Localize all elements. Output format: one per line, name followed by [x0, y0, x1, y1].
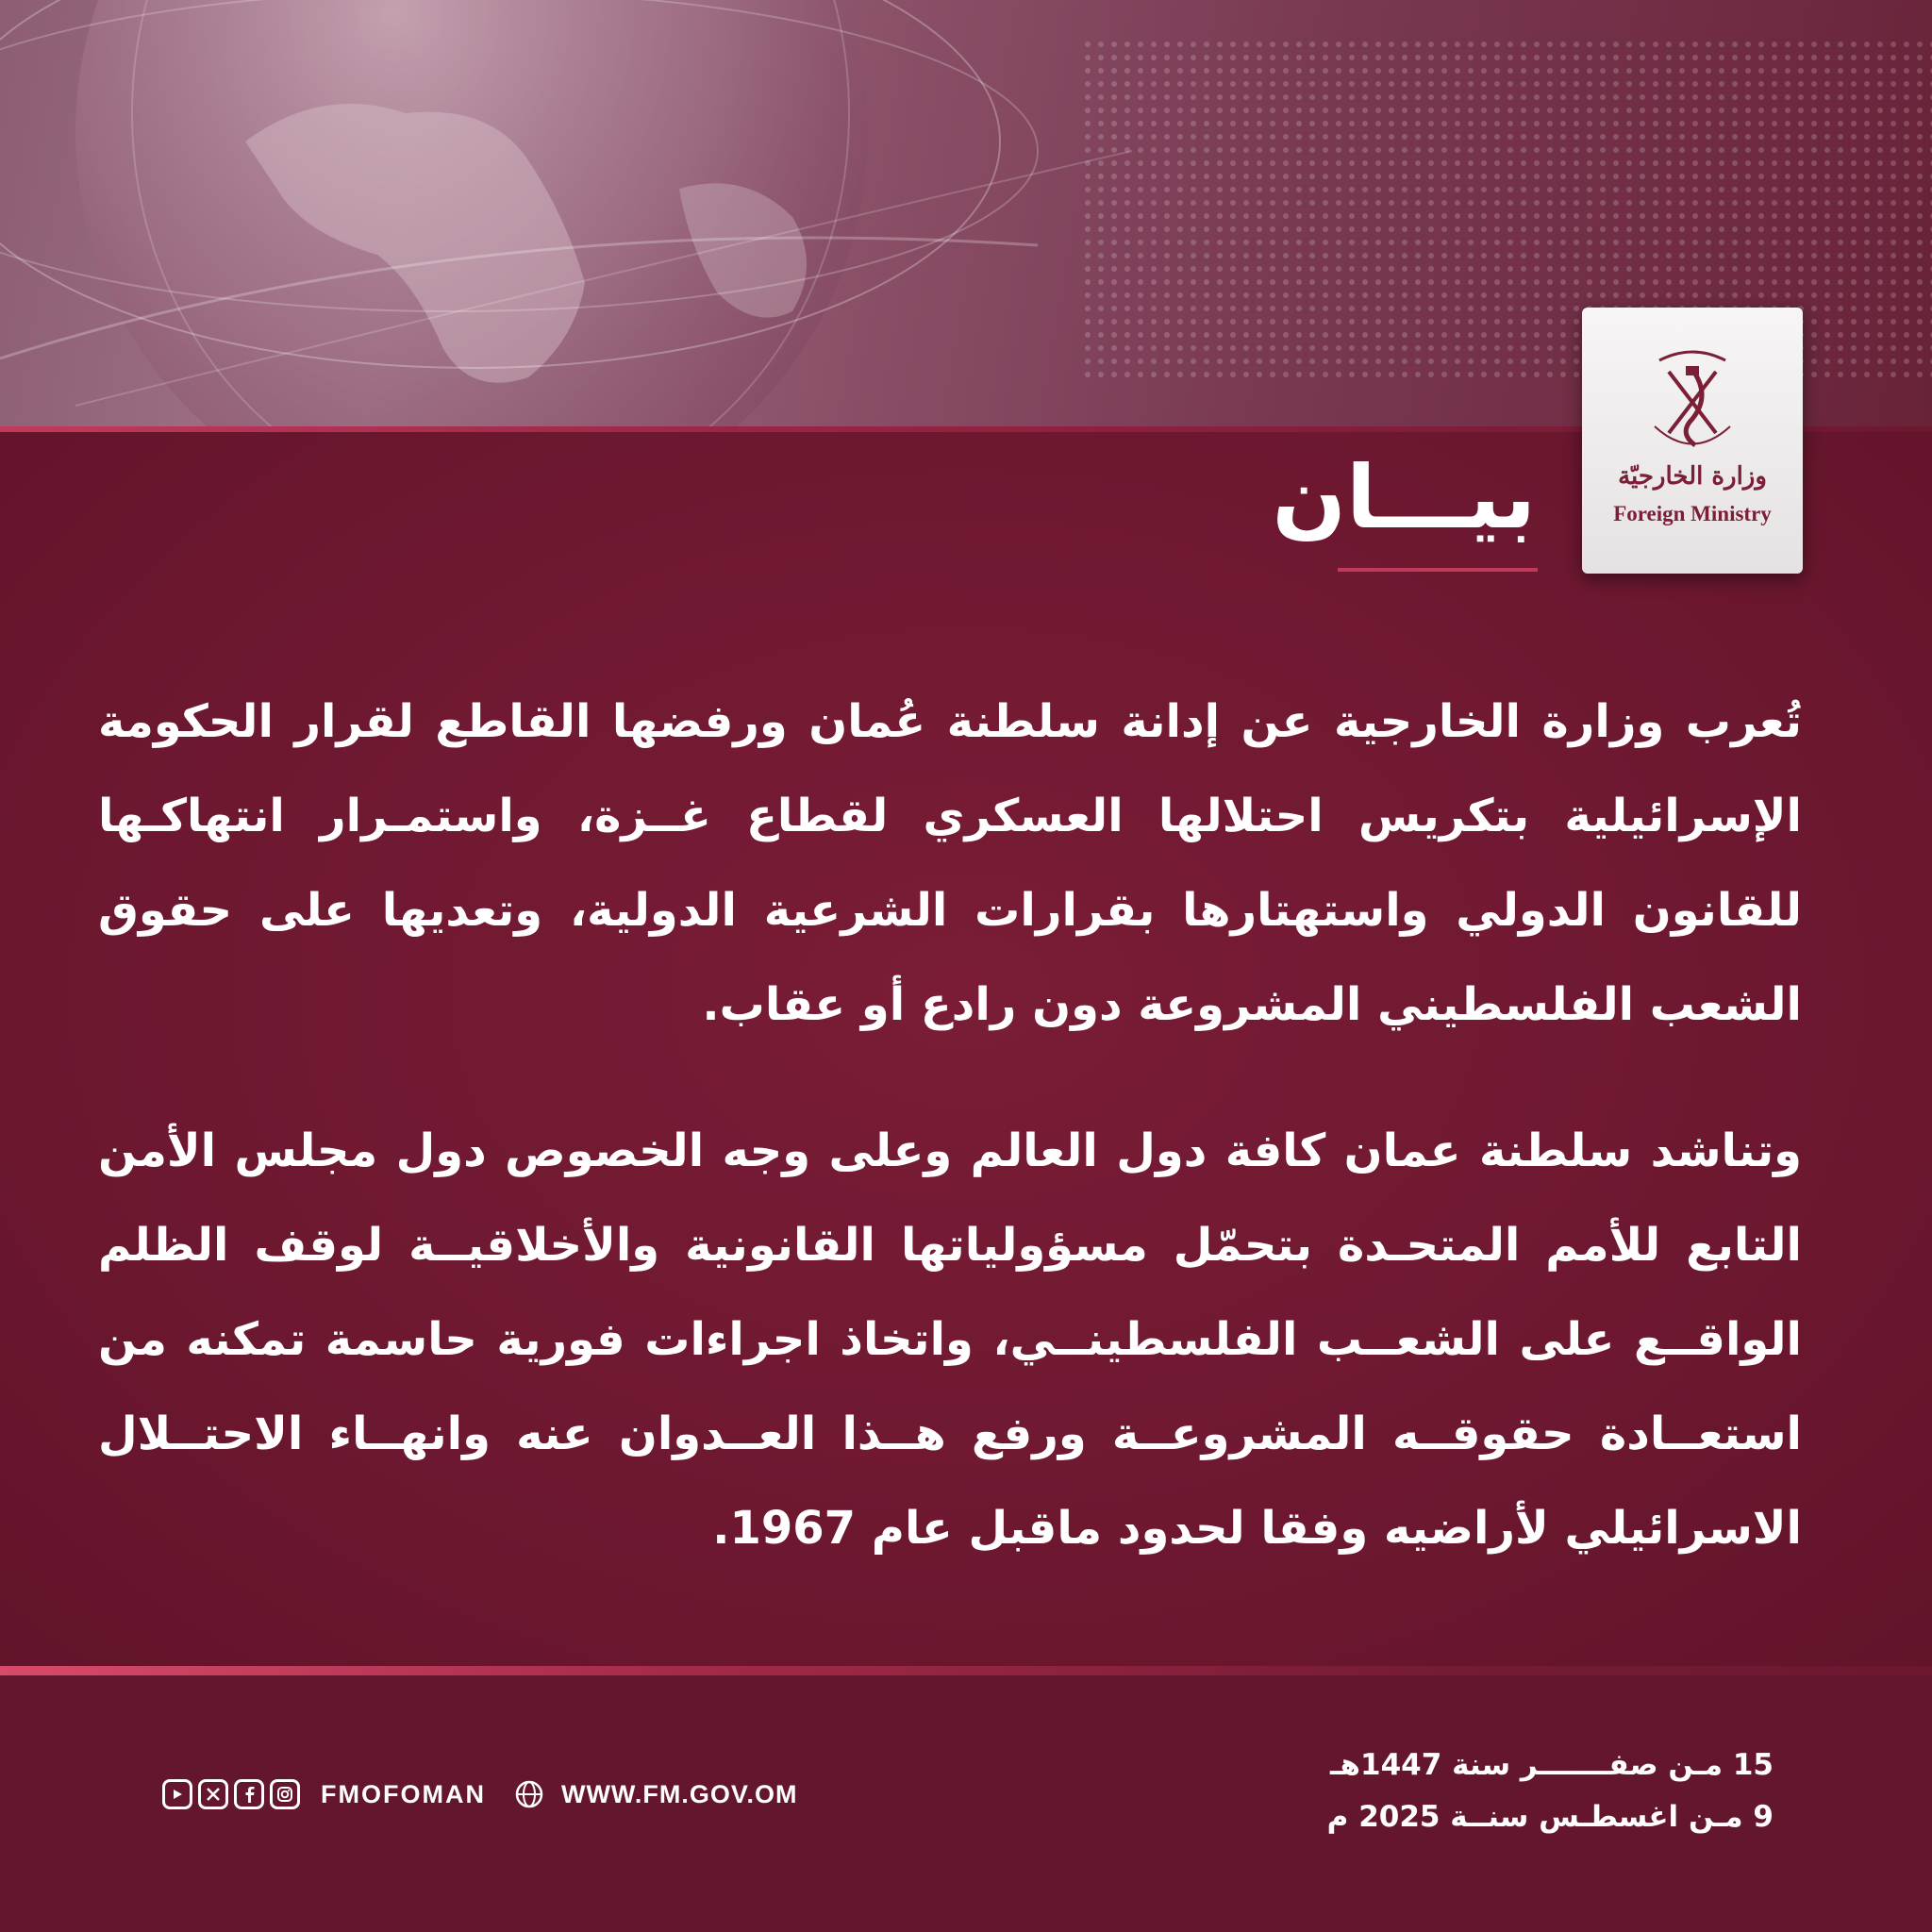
footer-divider: [0, 1666, 1932, 1675]
logo-arabic-name: وزارة الخارجيّة: [1618, 462, 1767, 491]
date-hijri: 15 مـن صفـــــــر سنة 1447هـ: [1329, 1748, 1774, 1782]
social-handle[interactable]: FMOFOMAN: [321, 1779, 486, 1808]
logo-english-name: Foreign Ministry: [1613, 502, 1772, 525]
globe-icon: [514, 1779, 544, 1809]
instagram-icon[interactable]: [270, 1779, 300, 1809]
ministry-logo: [1582, 308, 1803, 574]
x-icon[interactable]: [198, 1779, 228, 1809]
title-underline: [1338, 568, 1538, 572]
facebook-icon[interactable]: [234, 1779, 264, 1809]
website-link[interactable]: WWW.FM.GOV.OM: [560, 1779, 798, 1808]
statement-paragraph: تُعرب وزارة الخارجية عن إدانة سلطنة عُمان ورفضها القاطع لقرار الحكومة الإسرائيلية بتكريس احتلالها العسكري لقطاع غــزة، واستمـرار انتهاكـها للقانون الدولي واستهتارها بقرارات الشرعية الدولية، وتعديها على حقوق الشعب الفلسطيني المشروعة دون رادع أو عقاب.: [98, 695, 1802, 1031]
oman-emblem-icon: [1641, 343, 1744, 457]
social-links: [162, 1777, 797, 1811]
youtube-icon[interactable]: [162, 1779, 192, 1809]
statement-title: بيـــان: [1272, 447, 1536, 548]
statement-paragraph: وتناشد سلطنة عمان كافة دول العالم وعلى وجه الخصوص دول مجلس الأمن التابع للأمم المتحـدة بتحمّل مسؤولياتها القانونية والأخلاقيــة لوقف الظلم الواقــع على الشعــب الفلسطينــي، واتخاذ اجراءات فورية حاسمة تمكنه من استعــادة حقوقــه المشروعــة ورفع هــذا العــدوان عنه وانهــاء الاحتــلال الاسرائيلي لأراضيه وفقا لحدود ماقبل عام 1967.: [98, 1124, 1802, 1555]
date-gregorian: 9 مـن اغسطـس سنــة 2025 م: [1326, 1800, 1774, 1834]
